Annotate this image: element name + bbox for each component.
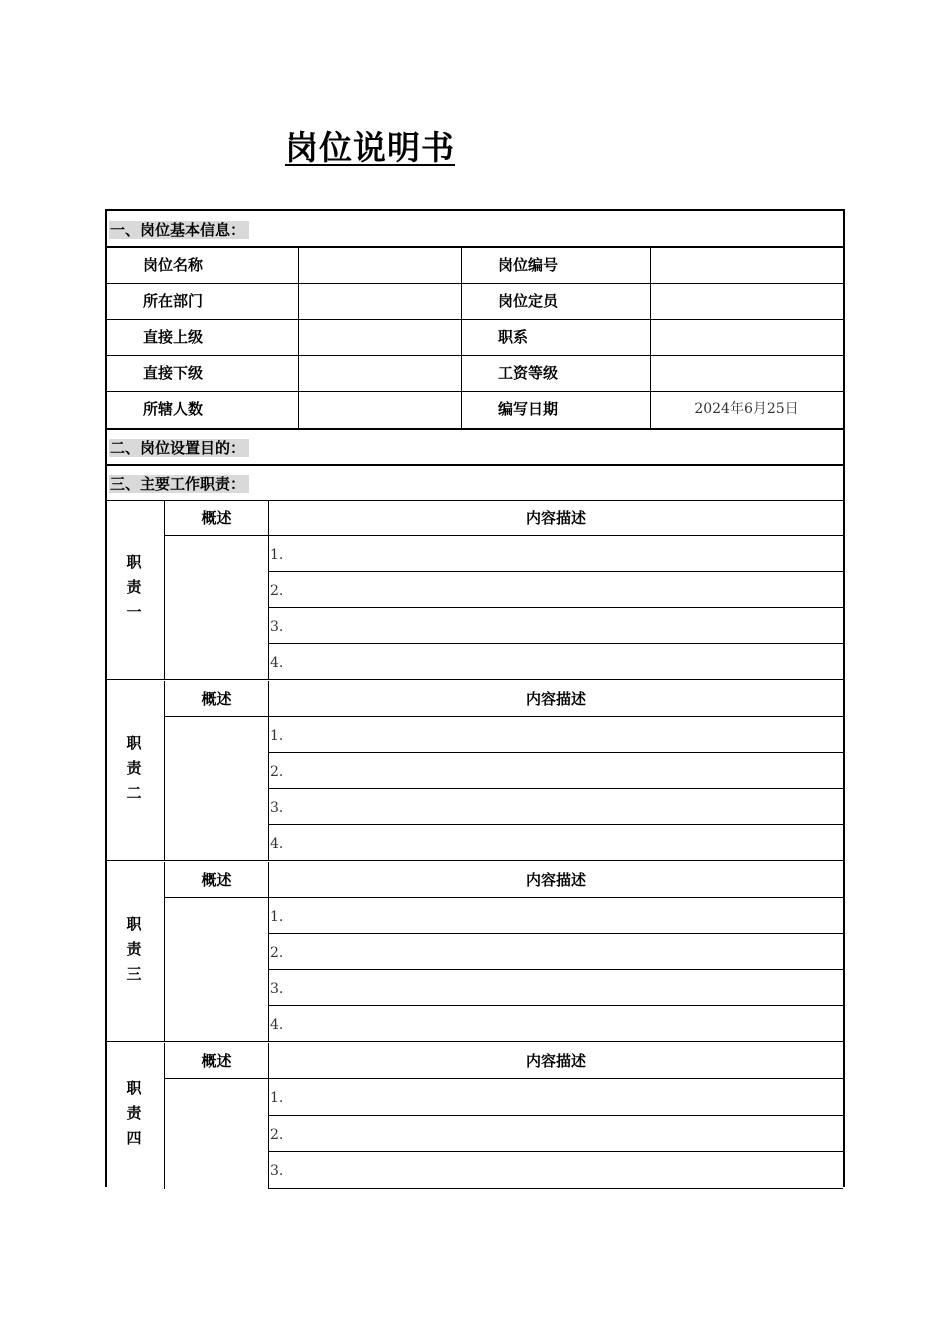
duty-item: 3. bbox=[270, 1163, 284, 1179]
column-divider bbox=[650, 248, 651, 428]
field-label: 直接下级 bbox=[143, 364, 204, 382]
duty-label bbox=[124, 1076, 144, 1151]
duty-item: 2. bbox=[270, 945, 284, 961]
duty-item: 4. bbox=[270, 836, 284, 852]
duty-label-char: 职 bbox=[126, 734, 142, 752]
field-value[interactable] bbox=[298, 356, 461, 391]
date-value: 2024年6月25日 bbox=[694, 401, 799, 417]
duty-label-char: 职 bbox=[126, 553, 142, 571]
duty-item-field[interactable] bbox=[269, 789, 843, 825]
field-label: 岗位编号 bbox=[498, 256, 559, 274]
duty-item: 1. bbox=[270, 909, 284, 925]
field-value[interactable] bbox=[650, 356, 843, 391]
column-divider bbox=[461, 248, 462, 428]
duty-item-field[interactable] bbox=[269, 1079, 843, 1116]
field-label: 工资等级 bbox=[498, 364, 559, 382]
duty-item: 1. bbox=[270, 547, 284, 563]
duty-item-field[interactable] bbox=[269, 934, 843, 970]
duty-label-char: 责 bbox=[126, 1103, 142, 1122]
duty-item-field[interactable] bbox=[269, 1116, 843, 1153]
section-divider bbox=[107, 428, 843, 430]
field-value[interactable] bbox=[298, 284, 461, 319]
duty-item: 2. bbox=[270, 1126, 284, 1143]
duty-label-char: 一 bbox=[126, 603, 142, 621]
field-label: 岗位名称 bbox=[143, 256, 204, 274]
duty-label bbox=[124, 912, 144, 987]
duty-label-char: 责 bbox=[126, 578, 142, 596]
duty-item-field[interactable] bbox=[269, 644, 843, 680]
duty-item-field[interactable] bbox=[269, 536, 843, 572]
duty-item-field[interactable] bbox=[269, 970, 843, 1006]
duty-item-field[interactable] bbox=[269, 753, 843, 789]
duty-item: 3. bbox=[270, 981, 284, 997]
field-value[interactable] bbox=[650, 320, 843, 355]
duty-item: 2. bbox=[270, 764, 284, 780]
column-divider bbox=[298, 248, 299, 428]
duty-summary-header: 概述 bbox=[201, 690, 232, 708]
section-divider bbox=[107, 464, 843, 466]
duty-label-char: 责 bbox=[126, 759, 142, 777]
field-value[interactable] bbox=[298, 248, 461, 283]
field-value[interactable] bbox=[650, 284, 843, 319]
duty-label-char: 三 bbox=[126, 965, 142, 983]
field-label: 所在部门 bbox=[143, 292, 204, 310]
duty-item: 4. bbox=[270, 655, 284, 671]
duty-item-field[interactable] bbox=[269, 825, 843, 861]
duty-summary-header: 概述 bbox=[201, 509, 232, 527]
field-value[interactable] bbox=[650, 248, 843, 283]
duty-item-field[interactable] bbox=[269, 1006, 843, 1042]
field-label: 直接上级 bbox=[143, 328, 204, 346]
row-divider bbox=[269, 1188, 843, 1189]
section-divider bbox=[107, 500, 843, 501]
field-label: 岗位定员 bbox=[498, 292, 559, 310]
duty-item: 4. bbox=[270, 1017, 284, 1033]
duty-item-field[interactable] bbox=[269, 717, 843, 753]
page-title: 岗位说明书 bbox=[285, 128, 455, 167]
section-basic-info: 一、岗位基本信息： bbox=[109, 221, 249, 239]
duty-summary-header: 概述 bbox=[201, 871, 232, 889]
duty-item: 3. bbox=[270, 619, 284, 635]
duty-label-char: 二 bbox=[126, 784, 142, 802]
duty-label-char: 四 bbox=[126, 1128, 142, 1147]
duty-item: 3. bbox=[270, 800, 284, 816]
duty-label bbox=[124, 731, 144, 806]
job-description-form bbox=[105, 209, 845, 1187]
duty-label bbox=[124, 550, 144, 625]
field-label: 职系 bbox=[498, 328, 529, 346]
section-purpose: 二、岗位设置目的： bbox=[109, 439, 249, 457]
duty-item-field[interactable] bbox=[269, 898, 843, 934]
duty-item: 1. bbox=[270, 1090, 284, 1106]
duty-item: 2. bbox=[270, 583, 284, 599]
duty-content-header: 内容描述 bbox=[525, 871, 586, 889]
duty-content-header: 内容描述 bbox=[525, 690, 586, 708]
block-divider bbox=[107, 1041, 843, 1042]
section-duties: 三、主要工作职责： bbox=[109, 475, 249, 493]
duty-item-field[interactable] bbox=[269, 572, 843, 608]
duty-label-char: 职 bbox=[126, 1078, 142, 1097]
duty-content-header: 内容描述 bbox=[525, 1052, 586, 1070]
duty-label-char: 责 bbox=[126, 940, 142, 958]
field-value[interactable] bbox=[298, 320, 461, 355]
duty-label-char: 职 bbox=[126, 915, 142, 933]
duty-item: 1. bbox=[270, 728, 284, 744]
field-label: 所辖人数 bbox=[143, 400, 204, 418]
duty-item-field[interactable] bbox=[269, 1152, 843, 1189]
block-divider bbox=[107, 860, 843, 861]
field-value[interactable] bbox=[298, 392, 461, 427]
duty-item-field[interactable] bbox=[269, 608, 843, 644]
block-divider bbox=[107, 679, 843, 680]
duty-content-header: 内容描述 bbox=[525, 509, 586, 527]
duty-summary-header: 概述 bbox=[201, 1052, 232, 1070]
field-label: 编写日期 bbox=[498, 400, 559, 418]
